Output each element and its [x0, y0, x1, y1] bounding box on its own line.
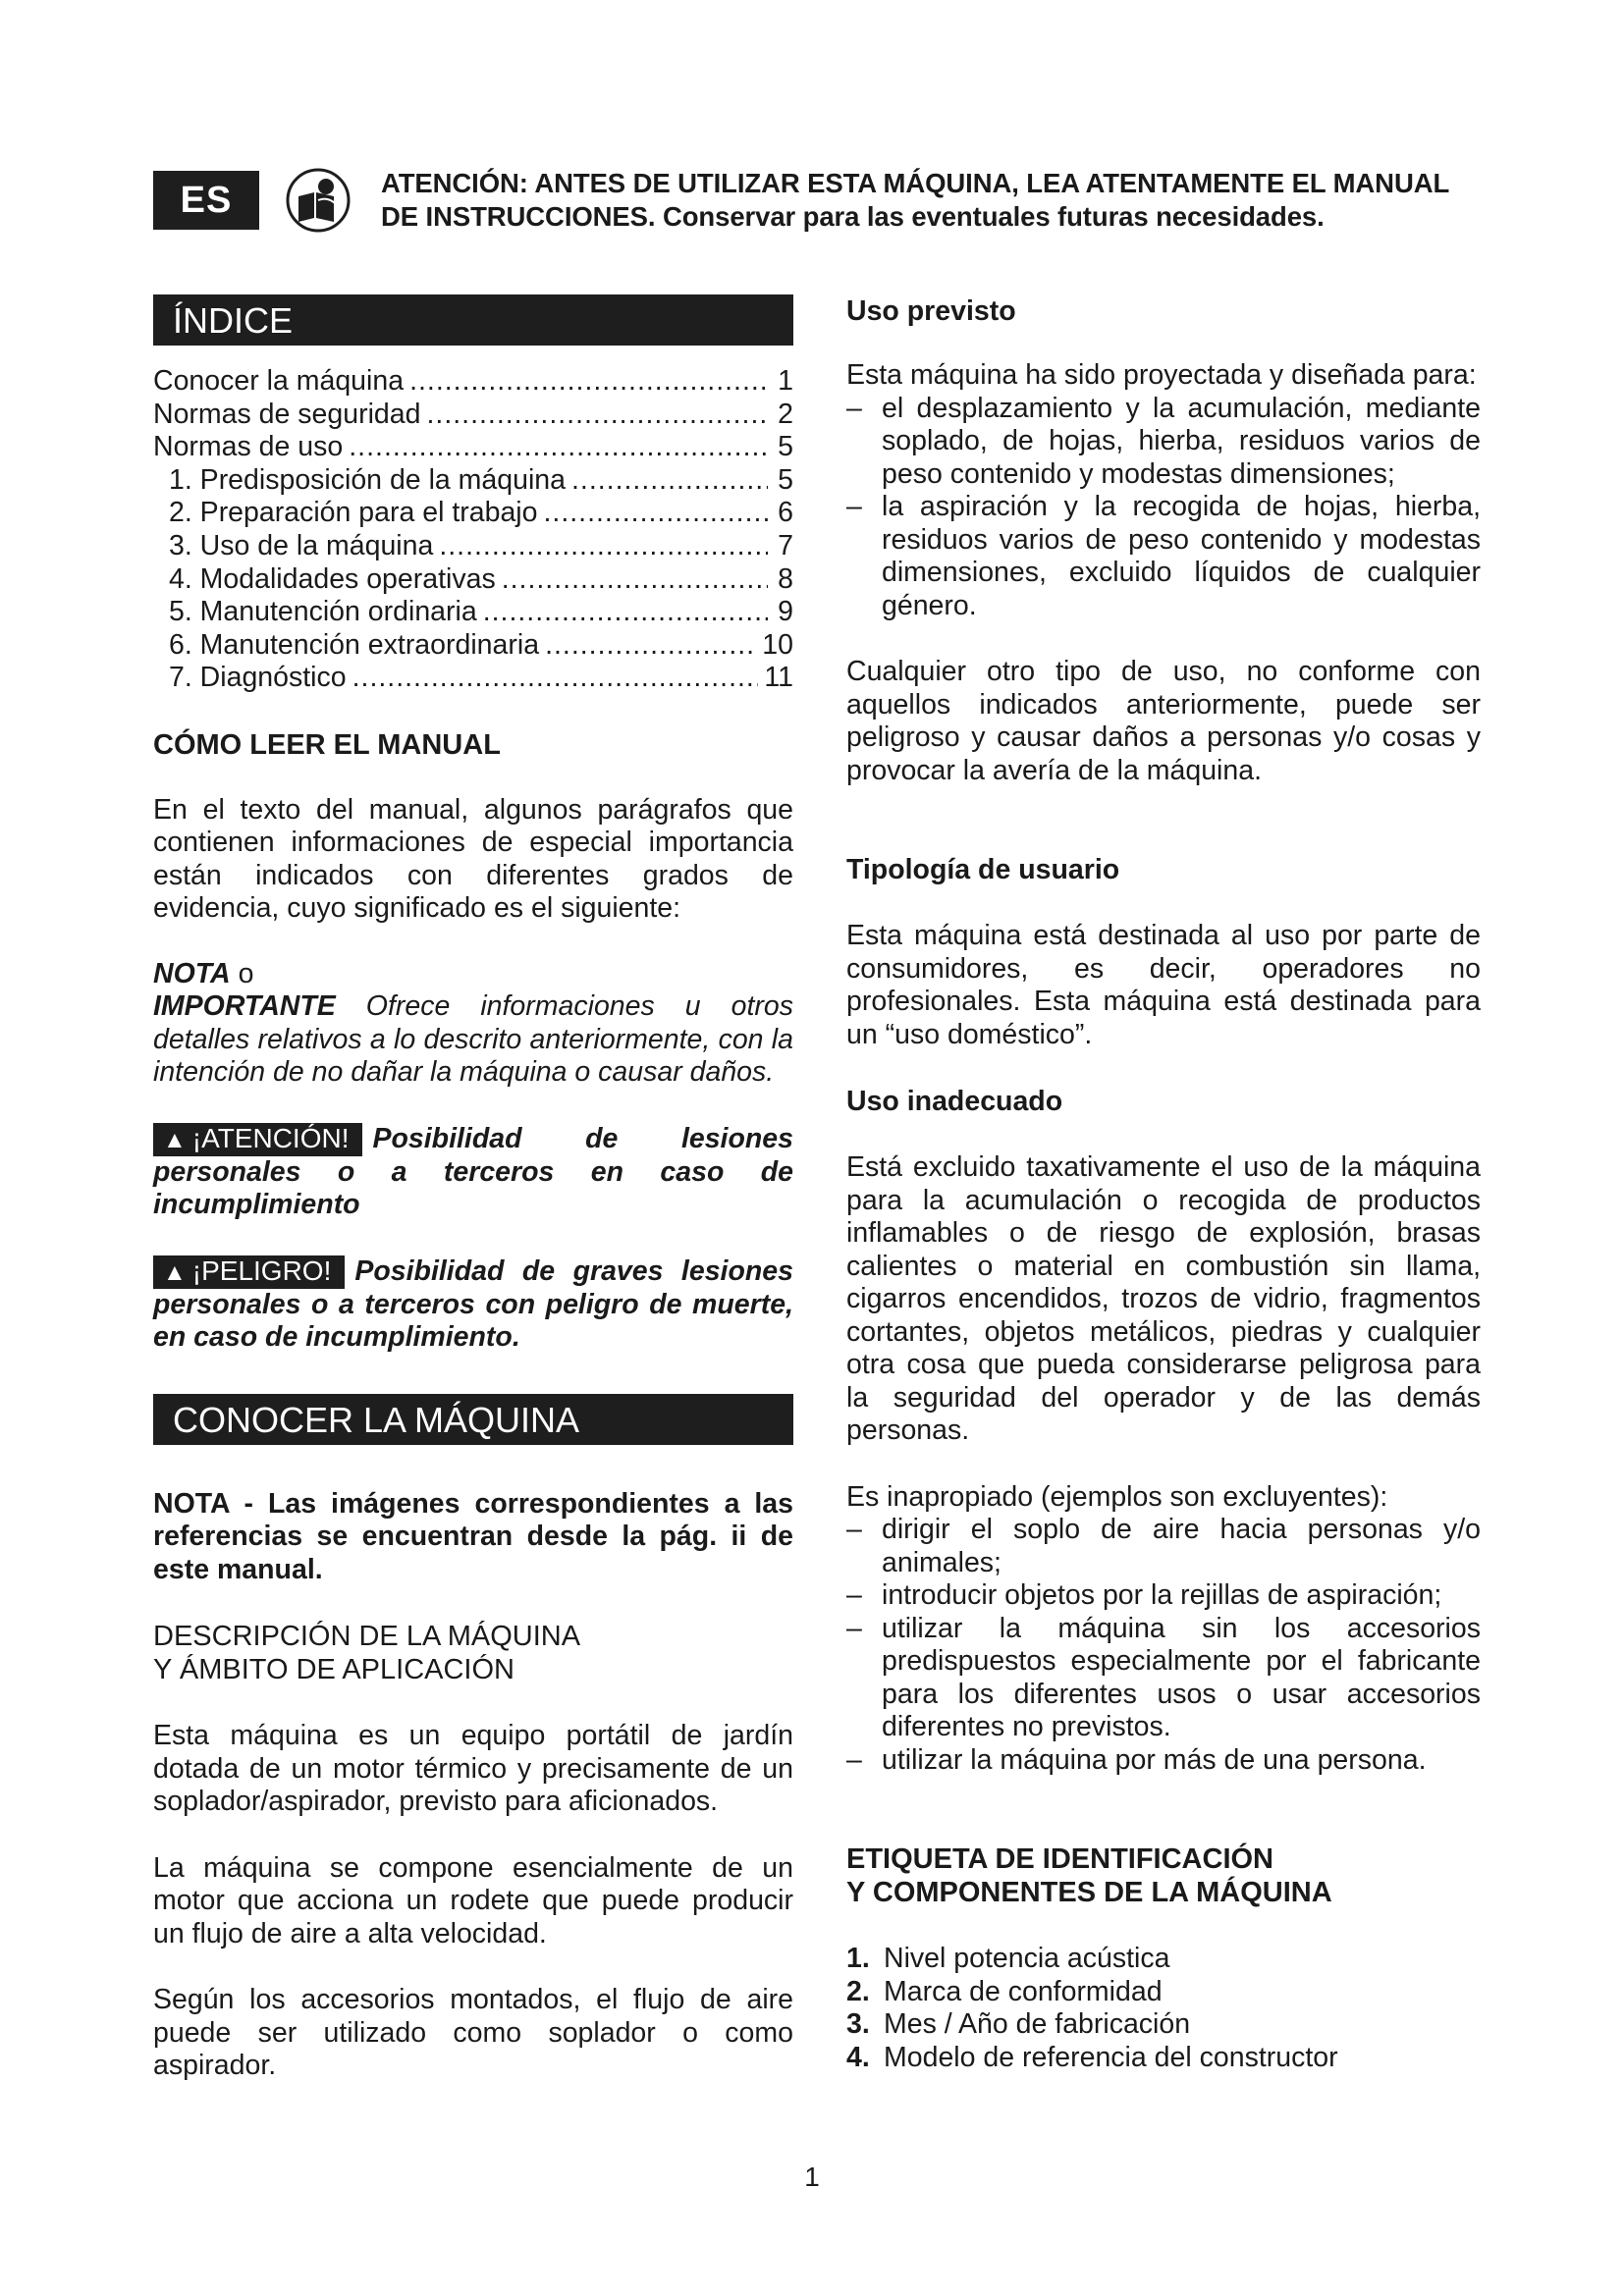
description-paragraph-2: La máquina se compone esencialmente de un motor que acciona un rodete que puede producir un flujo de aire a alta velocidad.: [153, 1851, 793, 1949]
toc-leader: [349, 431, 768, 464]
importante-text: Ofrece informaciones u otros detalles relativos a lo descrito anteriormente, con la intención de no dañar la máquina o causar daños.: [153, 990, 793, 1089]
toc-leader: [543, 497, 768, 530]
toc-leader: [483, 596, 768, 629]
atencion-badge-label: ¡ATENCIÓN!: [191, 1122, 350, 1153]
toc-leader: [409, 365, 768, 399]
toc-label: 6. Manutención extraordinaria: [169, 628, 540, 661]
toc-label: 7. Diagnóstico: [169, 662, 347, 694]
images-note: NOTA - Las imágenes correspondientes a las referencias se encuentran desde la pág. ii de este manual.: [153, 1487, 793, 1585]
toc-page-number: 5: [778, 431, 793, 463]
toc-page-number: 1: [778, 365, 793, 397]
language-badge: ES: [153, 171, 259, 230]
toc-label: 2. Preparación para el trabajo: [169, 497, 538, 529]
list-item: – utilizar la máquina sin los accesorios predispuestos especialmente por el fabricante para los diferentes usos o usar accesorios diferentes no previstos.: [846, 1613, 1481, 1744]
list-item: 4. Modelo de referencia del constructor: [846, 2041, 1338, 2073]
warning-line-1: ATENCIÓN: ANTES DE UTILIZAR ESTA MÁQUINA, LEA ATENTAMENTE EL MANUAL: [381, 168, 1450, 198]
toc-row: [153, 464, 793, 498]
toc-label: Conocer la máquina: [153, 365, 405, 397]
left-column: [153, 294, 793, 2083]
peligro-text: Posibilidad de graves lesiones personales o a terceros con peligro de muerte, en caso de incumplimiento.: [153, 1255, 793, 1354]
toc-page-number: 5: [778, 463, 793, 496]
warning-triangle-icon: ▲: [163, 1258, 187, 1286]
warning-triangle-icon: ▲: [163, 1126, 187, 1153]
importante-label: IMPORTANTE: [153, 990, 336, 1023]
toc-label: 5. Manutención ordinaria: [169, 596, 477, 628]
toc-leader: [426, 399, 768, 432]
list-item: – el desplazamiento y la acumulación, mediante soplado, de hojas, hierba, residuos varios de peso contenido y modestas dimensiones;: [846, 393, 1481, 492]
toc-row: [153, 530, 793, 563]
index-title: ÍNDICE: [153, 294, 793, 346]
description-paragraph-3: Según los accesorios montados, el flujo de aire puede ser utilizado como soplador o como aspirador.: [153, 1984, 793, 2082]
user-type-paragraph: Esta máquina está destinada al uso por parte de consumidores, es decir, operadores no profesionales. Esta máquina está destinada para un “uso doméstico”.: [846, 920, 1481, 1050]
peligro-badge-label: ¡PELIGRO!: [191, 1255, 332, 1286]
toc-label: Normas de uso: [153, 431, 344, 463]
toc-row: [153, 563, 793, 597]
toc-leader: [439, 530, 768, 563]
how-to-read-intro: En el texto del manual, algunos parágrafos que contienen informaciones de especial importancia están indicados con diferentes grados de evidencia, cuyo significado es el siguiente:: [153, 793, 793, 925]
improper-use-list: [846, 1514, 1481, 1777]
toc-page-number: 8: [778, 562, 793, 595]
how-to-read-title: CÓMO LEER EL MANUAL: [153, 728, 501, 761]
toc-page-number: 11: [764, 662, 793, 694]
atencion-paragraph: [153, 1123, 793, 1222]
label-section-title-1: ETIQUETA DE IDENTIFICACIÓN: [846, 1843, 1273, 1875]
toc-page-number: 2: [778, 398, 793, 430]
list-item: – dirigir el soplo de aire hacia personas y/o animales;: [846, 1514, 1481, 1579]
nota-line: [153, 958, 793, 991]
know-machine-title: CONOCER LA MÁQUINA: [153, 1394, 793, 1445]
label-section-title-2: Y COMPONENTES DE LA MÁQUINA: [846, 1877, 1332, 1908]
toc-row: [153, 431, 793, 464]
toc-leader: [571, 464, 768, 498]
list-item: 2. Marca de conformidad: [846, 1975, 1163, 2007]
toc-label: Normas de seguridad: [153, 398, 421, 430]
list-item: 1. Nivel potencia acústica: [846, 1943, 1170, 1974]
toc-label: 1. Predisposición de la máquina: [169, 463, 566, 496]
toc-page-number: 6: [778, 497, 793, 529]
intended-use-title: Uso previsto: [846, 295, 1016, 327]
nota-or: o: [238, 957, 254, 989]
toc-row: [153, 497, 793, 530]
list-item: – introducir objetos por la rejillas de aspiración;: [846, 1579, 1481, 1613]
toc-row: [153, 399, 793, 432]
manual-read-icon: [285, 167, 352, 234]
nota-label: NOTA: [153, 957, 231, 989]
toc-row: [153, 662, 793, 695]
table-of-contents: [153, 365, 793, 695]
atencion-text: Posibilidad de lesiones personales o a terceros en caso de incumplimiento: [153, 1122, 793, 1221]
improper-use-paragraph: Está excluido taxativamente el uso de la máquina para la acumulación o recogida de productos inflamables o de riesgo de explosión, brasas calientes o material en combustión sin llama, cigarros encendidos, trozos de vidrio, fragmentos cortantes, objetos metálicos, piedras y cualquier otra cosa que pueda considerarse peligrosa para la seguridad del operador y de las demás personas.: [846, 1151, 1481, 1446]
page-number: 1: [804, 2162, 820, 2192]
atencion-badge: [153, 1123, 362, 1156]
warning-heading: [381, 167, 1500, 234]
improper-use-title: Uso inadecuado: [846, 1086, 1063, 1117]
components-list: [846, 1943, 1481, 2074]
list-item: – la aspiración y la recogida de hojas, hierba, residuos varios de peso contenido y modestas dimensiones, excluido líquidos de cualquier género.: [846, 491, 1481, 622]
improper-use-intro: Es inapropiado (ejemplos son excluyentes):: [846, 1480, 1388, 1513]
toc-row: [153, 596, 793, 629]
toc-leader: [352, 662, 759, 695]
peligro-badge: [153, 1255, 345, 1289]
user-type-title: Tipología de usuario: [846, 854, 1120, 885]
intended-use-intro: Esta máquina ha sido proyectada y diseñada para:: [846, 359, 1477, 391]
toc-page-number: 10: [762, 628, 793, 661]
toc-row: [153, 365, 793, 399]
warning-line-2: DE INSTRUCCIONES. Conservar para las eventuales futuras necesidades.: [381, 201, 1325, 232]
toc-leader: [545, 629, 756, 663]
toc-label: 4. Modalidades operativas: [169, 562, 496, 595]
toc-page-number: 7: [778, 529, 793, 561]
other-use-paragraph: Cualquier otro tipo de uso, no conforme con aquellos indicados anteriormente, puede ser peligroso y causar daños a personas y/o cosas y provocar la avería de la máquina.: [846, 656, 1481, 786]
right-column: [846, 294, 1481, 2074]
toc-leader: [502, 563, 768, 597]
description-title-1: DESCRIPCIÓN DE LA MÁQUINA: [153, 1621, 581, 1653]
intended-use-list: [846, 393, 1481, 623]
description-paragraph-1: Esta máquina es un equipo portátil de jardín dotada de un motor térmico y precisamente de un soplador/aspirador, previsto para aficionados.: [153, 1720, 793, 1818]
toc-row: [153, 629, 793, 663]
list-item: – utilizar la máquina por más de una persona.: [846, 1744, 1481, 1778]
list-item: 3. Mes / Año de fabricación: [846, 2008, 1191, 2040]
description-title-2: Y ÁMBITO DE APLICACIÓN: [153, 1654, 514, 1686]
importante-paragraph: [153, 990, 793, 1090]
toc-page-number: 9: [778, 596, 793, 628]
toc-label: 3. Uso de la máquina: [169, 529, 434, 561]
peligro-paragraph: [153, 1255, 793, 1355]
